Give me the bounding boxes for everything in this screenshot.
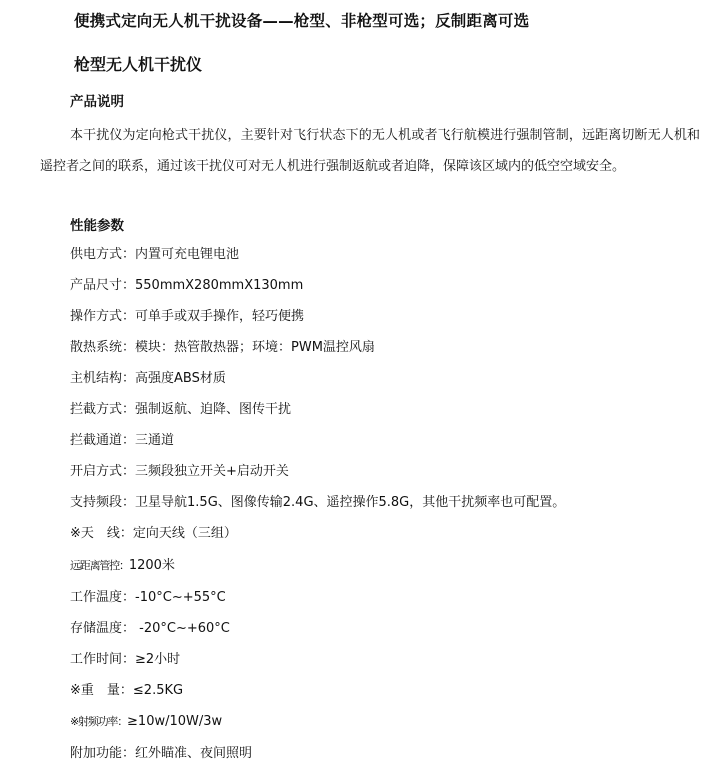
spec-row-antenna [70, 523, 237, 545]
product-description-text: 本干扰仪为定向枪式干扰仪，主要针对飞行状态下的无人机或者飞行航模进行强制管制，远距离切断无人机和遥控者之间的联系，通过该干扰仪可对无人机进行强制返航或者迫降，保障该区域内的低空空域安全。 [40, 128, 700, 174]
spec-row-work-time [70, 649, 180, 671]
spec-label: 主机结构： [70, 371, 136, 386]
spec-value: ≤2.5KG [132, 683, 184, 698]
spec-row-bands [70, 492, 565, 514]
spec-value: ≥2小时 [135, 652, 181, 667]
spec-label: 供电方式： [70, 247, 136, 262]
spec-value: ≥10w/10W/3w [127, 714, 223, 729]
specs-heading: 性能参数 [70, 218, 124, 234]
spec-label: ※天 线： [70, 526, 133, 541]
spec-row-operation [70, 306, 304, 328]
spec-label: ※射频功率： [70, 715, 128, 728]
spec-row-cooling [70, 337, 375, 359]
spec-value: 三通道 [135, 433, 175, 448]
spec-row-channels [70, 430, 174, 452]
spec-value: 550mmX280mmX130mm [135, 278, 304, 293]
spec-row-structure [70, 368, 226, 390]
spec-label: 拦截方式： [70, 402, 136, 417]
spec-value: 模块：热管散热器；环境：PWM温控风扇 [135, 340, 375, 355]
spec-value: -20°C~+60°C [135, 621, 230, 636]
spec-label: 产品尺寸： [70, 278, 136, 293]
document-title: 便携式定向无人机干扰设备——枪型、非枪型可选；反制距离可选 [74, 12, 530, 30]
spec-row-work-temp [70, 587, 226, 609]
spec-label: 工作温度： [70, 590, 136, 605]
spec-row-storage-temp [70, 618, 230, 640]
spec-row-power [70, 244, 239, 266]
spec-row-range [70, 555, 175, 577]
spec-label: 拦截通道： [70, 433, 136, 448]
spec-value: 红外瞄准、夜间照明 [135, 746, 253, 761]
spec-label: 支持频段： [70, 495, 136, 510]
spec-value: 定向天线（三组） [132, 526, 237, 541]
spec-label: 存储温度： [70, 621, 136, 636]
spec-value: 三频段独立开关+启动开关 [135, 464, 289, 479]
spec-row-size [70, 275, 303, 297]
spec-row-switch [70, 461, 289, 483]
spec-value: 高强度ABS材质 [135, 371, 226, 386]
spec-label: 操作方式： [70, 309, 136, 324]
product-description-heading: 产品说明 [70, 94, 124, 110]
spec-label: 开启方式： [70, 464, 136, 479]
spec-value: 1200米 [128, 558, 175, 573]
product-subtitle: 枪型无人机干扰仪 [74, 55, 203, 74]
spec-row-extra [70, 743, 252, 765]
spec-label: 附加功能： [70, 746, 136, 761]
spec-label: 散热系统： [70, 340, 136, 355]
spec-value: 内置可充电锂电池 [135, 247, 240, 262]
spec-label: ※重 量： [70, 683, 133, 698]
spec-row-weight [70, 680, 183, 702]
spec-row-intercept-mode [70, 399, 291, 421]
spec-value: 强制返航、迫降、图传干扰 [135, 402, 292, 417]
spec-value: 卫星导航1.5G、图像传输2.4G、遥控操作5.8G，其他干扰频率也可配置。 [135, 495, 566, 510]
spec-value: -10°C~+55°C [135, 590, 226, 605]
spec-label: 远距离管控： [70, 559, 129, 572]
spec-value: 可单手或双手操作，轻巧便携 [135, 309, 305, 324]
spec-row-rf-power [70, 711, 222, 733]
spec-label: 工作时间： [70, 652, 136, 667]
